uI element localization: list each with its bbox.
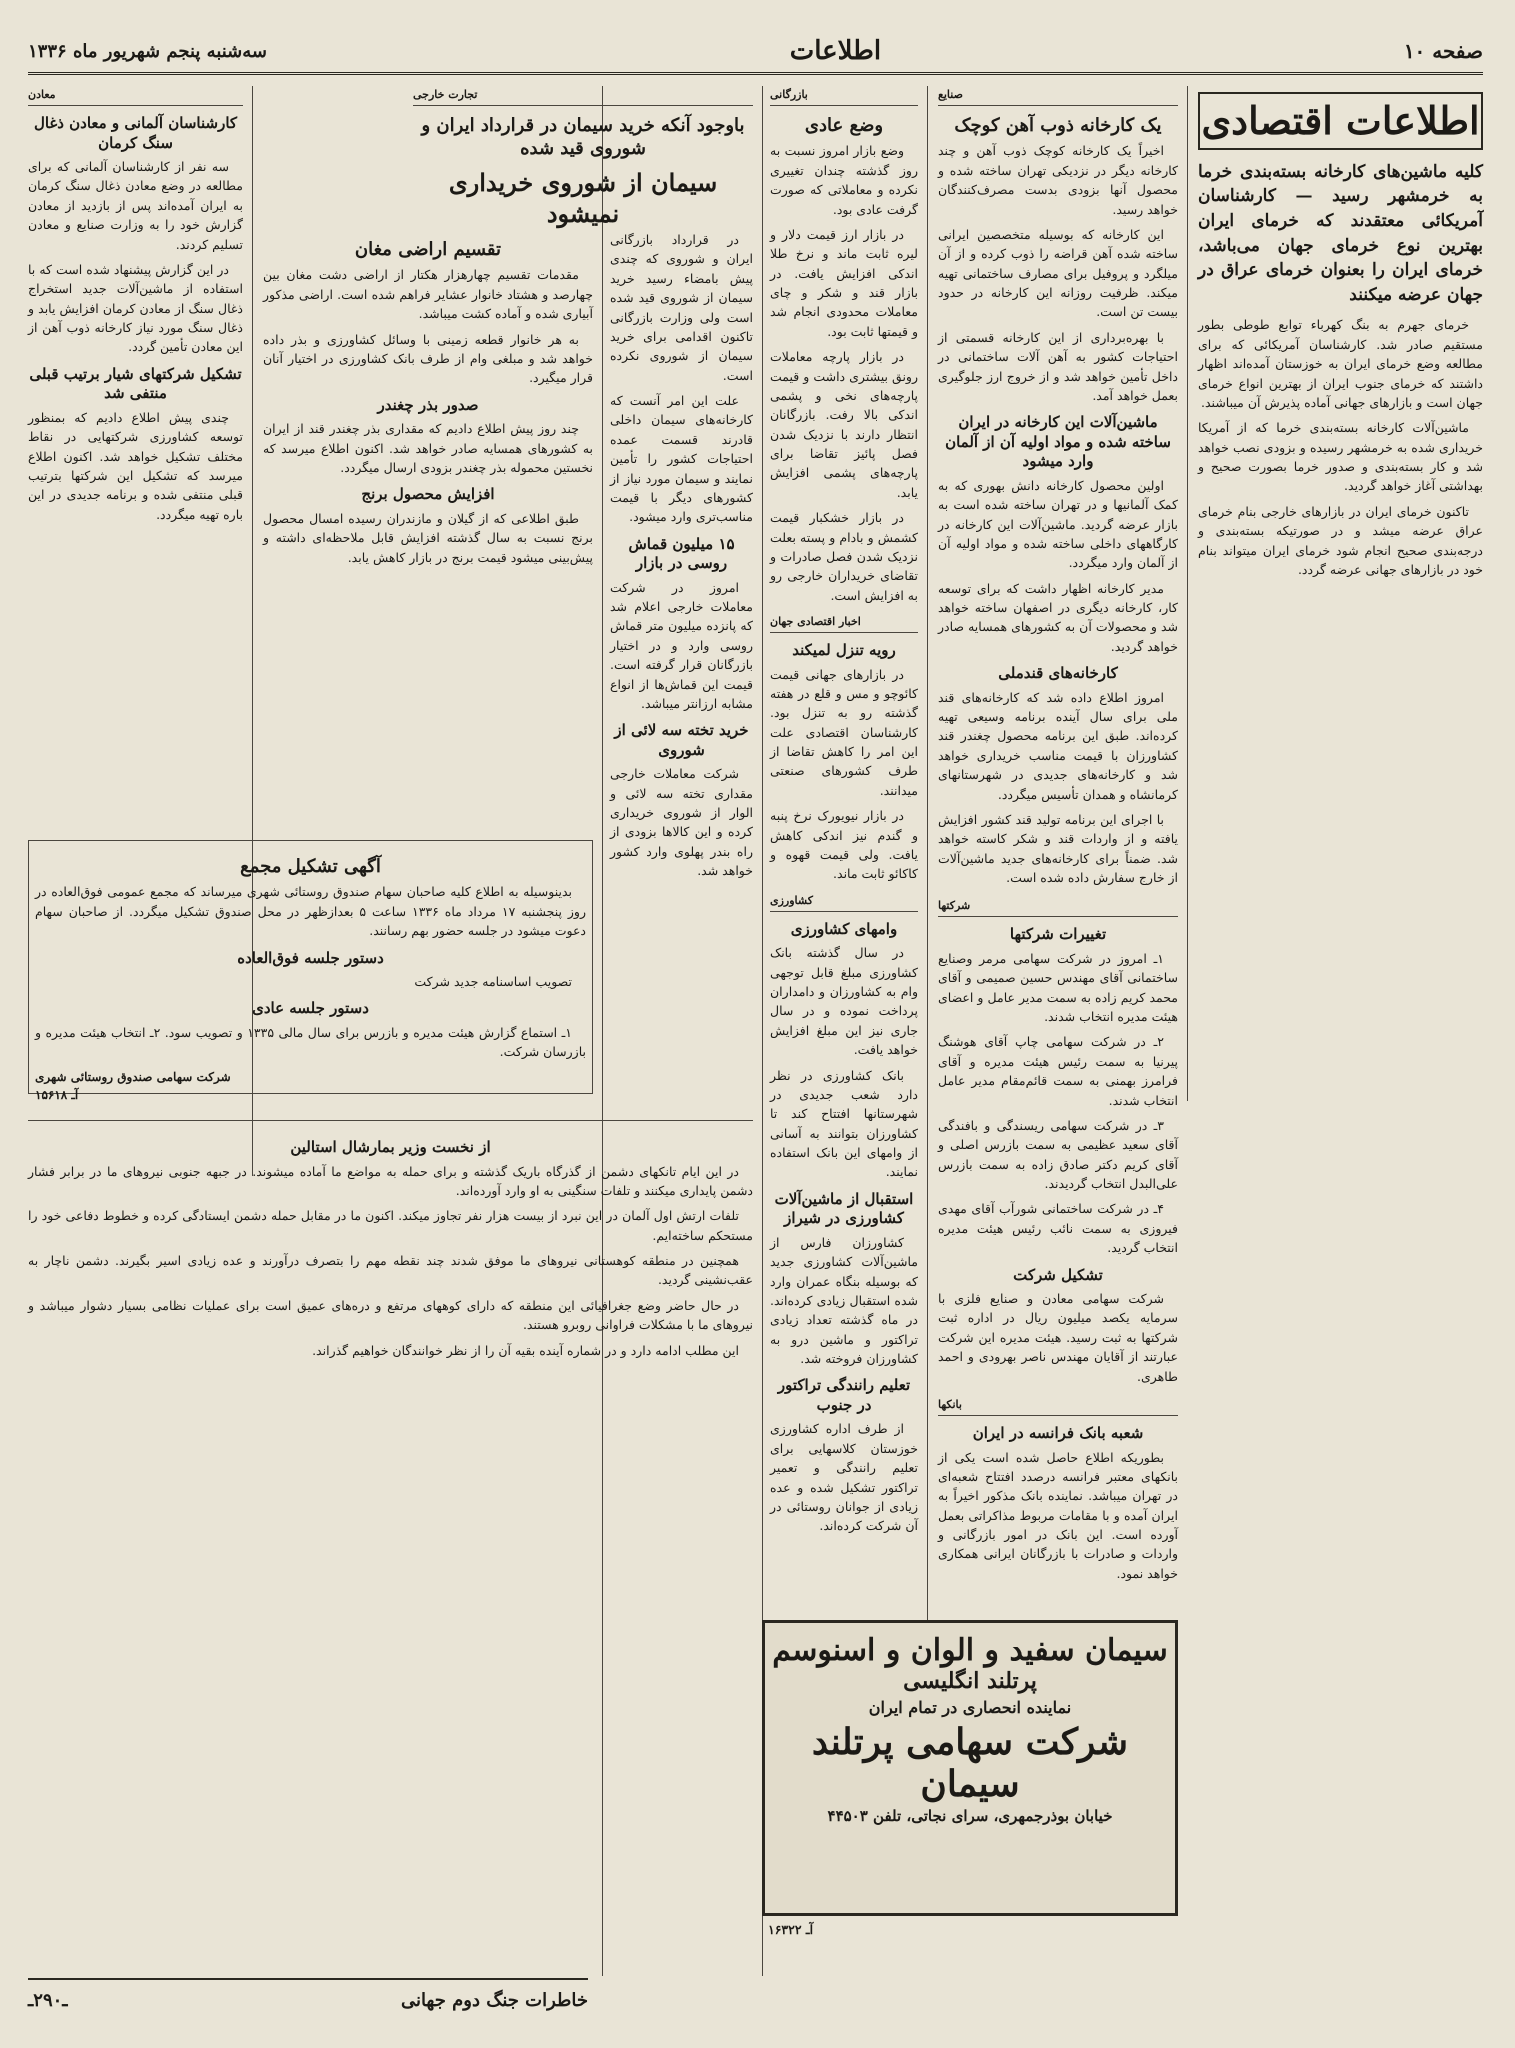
assembly-notice	[28, 840, 593, 1103]
article-title: تشکیل شرکت	[1013, 1265, 1103, 1284]
article-title: خرید تخته‌ سه لائی از شوروی	[614, 721, 749, 759]
section-label-companies: شرکتها	[938, 897, 1178, 917]
article-paragraph: از طرف اداره کشاورزی خوزستان کلاسهایی برای تعلیم رانندگی و تعمیر تراکتور تشکیل شده و عده زیادی از جوانان روستائی در آن شرکت کرده‌اند.	[770, 1421, 918, 1534]
article-title: شعبه بانک فرانسه در ایران	[972, 1424, 1144, 1443]
article-paragraph: طبق اطلاعی که از گیلان و مازندران رسیده امسال محصول برنج نسبت به سال گذشته افزایش قابل ملاحظه‌ای داشته و پیش‌بینی میشود قیمت برنج در بازار کاهش یابد.	[263, 510, 593, 565]
article-title: تشکیل شرکتهای شیار برتیب قبلی منتفی شد	[29, 364, 242, 403]
article-paragraph: با بهره‌برداری از این کارخانه قسمتی از احتیاجات کشور به آهن آلات ساختمانی در داخل تأمین خواهد شد و از خروج ارز جلوگیری بعمل خواهد آمد.	[938, 329, 1178, 403]
section-label-industry: صنایع	[938, 86, 1178, 106]
article-paragraph: کشاورزان فارس از ماشین‌آلات کشاورزی جدید که بوسیله بنگاه عمران وارد شده استقبال زیادی کرده‌اند. در ماه گذشته تعداد زیادی تراکتور و ماشین درو به کشاورزان فروخته شد.	[770, 1234, 918, 1367]
notice-title: آگهی تشکیل مجمع	[240, 856, 381, 877]
article-paragraph: در این گزارش پیشنهاد شده است که با استفاده از ماشین‌آلات جدید استخراج ذغال سنگ از معادن کرمان افزایش یابد و ذغال سنگ مورد نیاز کارخانه ذوب آهن از این معادن تأمین گردد.	[28, 261, 243, 355]
ad-line: نماینده انحصاری در تمام ایران	[868, 1698, 1072, 1717]
article-title: صدور بذر چغندر	[377, 395, 479, 414]
column-rule	[927, 86, 928, 1666]
cement-advertisement	[762, 1620, 1178, 1916]
article-paragraph: مقدمات تقسیم چهارهزار هکتار از اراضی دشت مغان بین چهارصد و هشتاد خانوار عشایر فراهم شده است. اراضی مذکور آبیاری شده و آماده کشت میباشد.	[263, 267, 593, 322]
article-paragraph: به هر خانوار قطعه زمینی با وسائل کشاورزی و بذر داده خواهد شد و مبلغی وام از طرف بانک کشاورزی در اختیار آنان قرار میگیرد.	[263, 331, 593, 386]
mines-column	[28, 86, 243, 886]
article-paragraph: ۲ـ در شرکت سهامی چاپ آقای هوشنگ پیرنیا به سمت رئیس هیئت مدیره و آقای فرامرز بهمنی به سمت قائم‌مقام مدیر عامل انتخاب شدند.	[938, 1034, 1178, 1108]
headline: سیمان از شوروی خریداری نمیشود	[448, 167, 718, 229]
ad-code: آـ ۱۶۳۲۲	[768, 1922, 814, 1937]
article-paragraph: اخیراً یک کارخانه کوچک ذوب آهن و چند کارخانه دیگر در نزدیکی تهران ساخته شده و محصول آنها بزودی بدست مصرف‌کنندگان خواهد رسید.	[938, 143, 1178, 217]
article-paragraph: با اجرای این برنامه تولید قند کشور افزایش یافته و از واردات قند و شکر کاسته خواهد شد. ضمناً برای کارخانه‌های جدید ماشین‌آلات از خارج سفارش داده شده است.	[938, 811, 1178, 886]
article-paragraph: علت این امر آنست که کارخانه‌های سیمان داخلی قادرند قسمت عمده احتیاجات کشور را تأمین نمایند و سیمان مورد نیاز از کشورهای دیگر با قیمت مناسب‌تری وارد میشود.	[610, 393, 753, 525]
section-label-foreign-trade: تجارت خارجی	[413, 86, 753, 106]
agenda-text: ۱ـ استماع گزارش هیئت مدیره و بازرس برای سال مالی ۱۳۳۵ و تصویب سود. ۲ـ انتخاب هیئت مدیره و بازرسان شرکت.	[35, 1024, 586, 1060]
column-rule	[1187, 86, 1188, 1101]
article-title: تعلیم رانندگی تراکتور در جنوب	[777, 1376, 911, 1414]
article-paragraph: اولین محصول کارخانه دانش بهوری که به کمک آلمانیها و در تهران ساخته شده است به بازار عرضه گردید. ماشین‌آلات این کارخانه در کارگاههای داخلی ساخته شده و مواد اولیه آن از آلمان وارد میگردد.	[938, 477, 1178, 571]
article-paragraph: در بازارهای جهانی قیمت کائوچو و مس و قلع در هفته گذشته رو به تنزل بود. کارشناسان اقتصادی علت این امر را کاهش تقاضا از طرف کشورهای صنعتی میدانند.	[770, 666, 918, 798]
newspaper-name: اطلاعات	[789, 36, 882, 66]
series-footer	[28, 1978, 588, 2020]
ad-line: پرتلند انگلیسی	[903, 1668, 1037, 1694]
agenda-text: تصویب اساسنامه جدید شرکت	[414, 974, 572, 990]
article-paragraph: در بازار خشکبار قیمت کشمش و بادام و پسته بعلت نزدیک شدن فصل صادرات و تقاضای خریداران خارجی رو به افزایش است.	[770, 510, 918, 603]
section-label-mines: معادن	[28, 86, 243, 106]
page-number: صفحه ۱۰	[1403, 39, 1483, 63]
ad-company: شرکت سهامی پرتلند سیمان	[811, 1721, 1129, 1805]
notice-body: بدینوسیله به اطلاع کلیه صاحبان سهام صندوق روستائی شهری میرساند که مجمع عمومی فوق‌العاده در روز پنجشنبه ۱۷ مرداد ماه ۱۳۳۶ ساعت ۵ بعدازظهر در محل صندوق تشکیل میگردد. از صاحبان سهام دعوت میشود در جلسه حضور بهم رسانند.	[35, 884, 586, 939]
article-title: کارخانه‌های قندملی	[998, 664, 1118, 683]
main-paragraph: ماشین‌آلات کارخانه بسته‌بندی خرما که از آمریکا خریداری شده به خرمشهر رسیده و بزودی نصب خواهد شد و کار بسته‌بندی و صدور خرما بصورت صحیح و بهداشتی آغاز خواهد گردید.	[1198, 420, 1483, 494]
article-paragraph: ۳ـ در شرکت سهامی ریسندگی و بافندگی آقای سعید عظیمی به سمت بازرس اصلی و آقای کریم دکتر صادق زاده به سمت بازرس علی‌البدل انتخاب گردیدند.	[938, 1117, 1178, 1192]
article-paragraph: ۱ـ امروز در شرکت سهامی مرمر وصنایع ساختمانی آقای مهندس حسین صمیمی و آقای محمد کریم زاده به سمت مدیر عامل و اعضای هیئت مدیره انتخاب شدند.	[938, 950, 1178, 1025]
section-rule	[28, 1120, 753, 1121]
issue-date: سه‌شنبه پنجم شهریور ماه ۱۳۳۶	[28, 40, 267, 62]
newspaper-page	[28, 30, 1483, 2020]
article-paragraph: بطوریکه اطلاع حاصل شده است یکی از بانکهای معتبر فرانسه درصدد افتتاح شعبه‌ای در تهران میباشد. نماینده بانک مذکور اخیراً به ایران آمده و با مقامات مربوط مذاکراتی بعمل آورده است. این بانک در امور بازرگانی و واردات و صادرات با بازرگانان ایرانی همکاری خواهد نمود.	[938, 1449, 1178, 1581]
main-paragraph: خرمای جهرم به بنگ کهرباء توابع طوطی بطور مستقیم صادر شد. کارشناسان آمریکائی که برای مطالعه وضع خرمای ایران به خوزستان آمده‌اند اظهار داشتند که خرمای جنوب ایران از بهترین انواع خرمای جهان است و بازارهای جهانی آماده پذیرش آن میباشند.	[1198, 317, 1483, 410]
article-paragraph: وضع بازار امروز نسبت به روز گذشته چندان تغییری نکرده و معاملاتی که صورت گرفت عادی بود.	[770, 143, 918, 217]
article-paragraph: سه نفر از کارشناسان آلمانی که برای مطالعه در وضع معادن ذغال سنگ کرمان به ایران آمده‌اند پس از بازدید از معادن گزارش خود را به وزارت صنایع و معادن تسلیم کردند.	[28, 159, 243, 252]
article-title: ۱۵ میلیون قماش روسی در بازار	[628, 534, 735, 573]
article-paragraph: در قرارداد بازرگانی ایران و شوروی که چندی پیش بامضاء رسید خرید سیمان از شوروی قید شده است ولی وزارت بازرگانی تاکنون اقدامی برای خرید سیمان از شوروی نکرده است.	[610, 232, 753, 383]
article-paragraph: ۴ـ در شرکت ساختمانی شورآب آقای مهدی فیروزی به سمت نائب رئیس هیئت مدیره انتخاب گردید.	[938, 1201, 1178, 1256]
article-title: افزایش محصول برنج	[361, 485, 495, 504]
article-paragraph: در بازار ارز قیمت دلار و لیره ثابت ماند و نرخ طلا اندکی افزایش یافت. در بازار قند و شکر و چای معاملات محدودی انجام شد و قیمتها ثابت بود.	[770, 226, 918, 339]
section-label-banks: بانکها	[938, 1396, 1178, 1416]
article-title: رویه تنزل لمیکند	[792, 641, 896, 660]
article-paragraph: همچنین در منطقه کوهستانی نیروهای ما موفق شدند چند نقطه مهم را بتصرف درآورند و عده زیادی اسیر بگیرند. دشمن ناچار به عقب‌نشینی گردید.	[28, 1253, 753, 1288]
article-paragraph: در بازار نیویورک نرخ پنبه و گندم نیز اندکی کاهش یافت. ولی قیمت قهوه و کاکائو ثابت ماند.	[770, 808, 918, 882]
section-label-world: اخبار اقتصادی جهان	[770, 613, 918, 633]
article-paragraph: چند روز پیش اطلاع دادیم که مقداری بذر چغندر قند از ایران به کشورهای همسایه صادر خواهد شد. اکنون اطلاع میرسد که نخستین محموله بذر چغندر بزودی ارسال میگردد.	[263, 421, 593, 475]
article-paragraph: امروز در شرکت معاملات خارجی اعلام شد که پانزده میلیون متر قماش روسی وارد و در اختیار بازرگانان قرار گرفته است. قیمت این قماش‌ها از انواع مشابه ارزانتر میباشد.	[610, 579, 753, 711]
article-paragraph: شرکت سهامی معادن و صنایع فلزی با سرمایه یکصد میلیون ریال در اداره ثبت شرکتها به ثبت رسید. هیئت مدیره این شرکت عبارتند از آقایان مهندس ناصر بهرودی و احمد طاهری.	[938, 1291, 1178, 1384]
article-paragraph: چندی پیش اطلاع دادیم که بمنظور توسعه کشاورزی شرکتهایی در نقاط مختلف تشکیل خواهد شد. اکنون اطلاع میرسد که تشکیل این شرکتها بترتیب قبلی منتفی شده و برنامه جدیدی در این باره تهیه میگردد.	[28, 409, 243, 522]
ad-line: سیمان سفید و الوان و اسنوسم	[772, 1633, 1168, 1668]
article-title: از نخست وزیر بمارشال استالین	[290, 1138, 491, 1156]
article-title: تغییرات شرکتها	[1009, 925, 1107, 944]
series-title: خاطرات جنگ دوم جهانی	[400, 1989, 588, 2011]
article-title: استقبال از ماشین‌آلات کشاورزی در شیراز	[774, 1189, 914, 1228]
article-paragraph: شرکت معاملات خارجی مقداری تخته سه لائی و الوار از شوروی خریداری کرده و این کالاها بزودی از راه بندر پهلوی وارد کشور خواهد شد.	[610, 766, 753, 879]
notice-code: آـ ۱۵۶۱۸	[35, 1088, 79, 1103]
article-paragraph: مدیر کارخانه اظهار داشت که برای توسعه کار، کارخانه دیگری در اصفهان ساخته خواهد شد و محصولات آن به کشورهای همسایه صادر خواهد گردید.	[938, 580, 1178, 654]
article-title: وضع عادی	[804, 115, 884, 137]
article-paragraph: امروز اطلاع داده شد که کارخانه‌های قند ملی برای سال آینده برنامه وسیعی تهیه کرده‌اند. طبق این برنامه محصول چغندر قند کشاورزان با قیمت مناسب خریداری خواهد شد و کارخانه‌های جدیدی در شهرستانهای کرمانشاه و همدان تأسیس میگردد.	[938, 689, 1178, 802]
main-paragraph: تاکنون خرمای ایران در بازارهای خارجی بنام خرمای عراق عرضه میشد و در صورتیکه بسته‌بندی و درجه‌بندی صحیح انجام شود خرمای ایران میتواند بنام خود در بازارهای جهانی عرضه گردد.	[1198, 503, 1483, 577]
article-paragraph: این کارخانه که بوسیله متخصصین ایرانی ساخته شده آهن قراضه را ذوب کرده و از آن میلگرد و پروفیل برای مصارف ساختمانی تهیه میکند. ظرفیت روزانه این کارخانه در حدود بیست تن است.	[938, 226, 1178, 320]
agenda-title: دستور جلسه فوق‌العاده	[237, 948, 384, 967]
agenda-title: دستور جلسه عادی	[252, 999, 369, 1018]
masthead	[28, 30, 1483, 75]
article-paragraph: در بازار پارچه معاملات رونق بیشتری داشت و قیمت پارچه‌های نخی و پشمی اندکی بالا رفت. بازرگانان انتظار دارند با نزدیک شدن فصل پائیز تقاضا برای پارچه‌های پشمی افزایش یابد.	[770, 349, 918, 500]
notice-signature: شرکت سهامی صندوق روستائی شهری	[35, 1069, 231, 1084]
markets-column	[770, 86, 918, 1626]
main-economic-column	[1198, 86, 1483, 2016]
article-title: ماشین‌آلات این کارخانه در ایران ساخته شده و مواد اولیه آن از آلمان وارد میشود	[945, 413, 1171, 471]
article-paragraph: در سال گذشته بانک کشاورزی مبلغ قابل توجهی وام به کشاورزان و دامداران پرداخت نموده و در سال جاری نیز این مبلغ افزایش خواهد یافت.	[770, 945, 918, 1058]
article-paragraph: بانک کشاورزی در نظر دارد شعب جدیدی در شهرستانها افتتاح کند تا کشاورزان بتوانند به آسانی از وامهای این بانک استفاده نمایند.	[770, 1067, 918, 1180]
section-label-markets: بازرگانی	[770, 86, 918, 106]
series-number: ـ۲۹۰ـ	[28, 1989, 68, 2011]
main-lead: کلیه ماشین‌های کارخانه بسته‌بندی خرما به خرمشهر رسید — کارشناسان آمریکائی معتقدند که خرمای ایران بهترین نوع خرمای جهان می‌باشد، خرمای ایران را بعنوان خرمای عراق در جهان عرضه میکنند	[1198, 161, 1483, 305]
ad-address: خیابان بوذرجمهری، سرای نجاتی، تلفن ۴۴۵۰۳	[827, 1807, 1113, 1825]
main-title: اطلاعات اقتصادی	[1198, 92, 1483, 150]
article-paragraph: در حال حاضر وضع جغرافیائی این منطقه که دارای کوههای مرتفع و دره‌های عمیق است برای عملیات نظامی بسیار دشوار میباشد و نیروهای ما با مشکلات فراوانی روبرو هستند.	[28, 1297, 753, 1333]
headline: باوجود آنکه خرید سیمان در قرارداد ایران و شوروی قید شده	[421, 115, 745, 160]
foreign-trade-header	[413, 86, 753, 246]
article-title: وامهای کشاورزی	[790, 919, 898, 938]
article-paragraph: این مطلب ادامه دارد و در شماره آینده بقیه آن را از نظر خوانندگان خواهیم گذراند.	[312, 1342, 739, 1358]
war-memoir	[28, 1130, 753, 1930]
article-title: کارشناسان آلمانی و معادن ذغال سنگ کرمان	[33, 114, 238, 152]
article-title: تقسیم اراضی مغان	[354, 239, 502, 260]
section-label-agriculture: کشاورزی	[770, 892, 918, 912]
article-paragraph: در اين ایام تانکهای دشمن از گذرگاه باریک گذشته و برای حمله به مواضع ما آماده میشوند. در جبهه جنوبی نیروهای ما در برابر فشار دشمن پایداری میکنند و تلفات سنگینی به او وارد آورده‌اند.	[28, 1163, 753, 1198]
article-title: یک کارخانه ذوب آهن کوچک	[954, 115, 1162, 137]
article-paragraph: تلفات ارتش اول آلمان در این نبرد از بیست هزار نفر تجاوز میکند. اکنون ما در مقابل حمله دشمن ایستادگی کرده و خطوط دفاعی خود را مستحکم ساخته‌ایم.	[28, 1208, 753, 1243]
